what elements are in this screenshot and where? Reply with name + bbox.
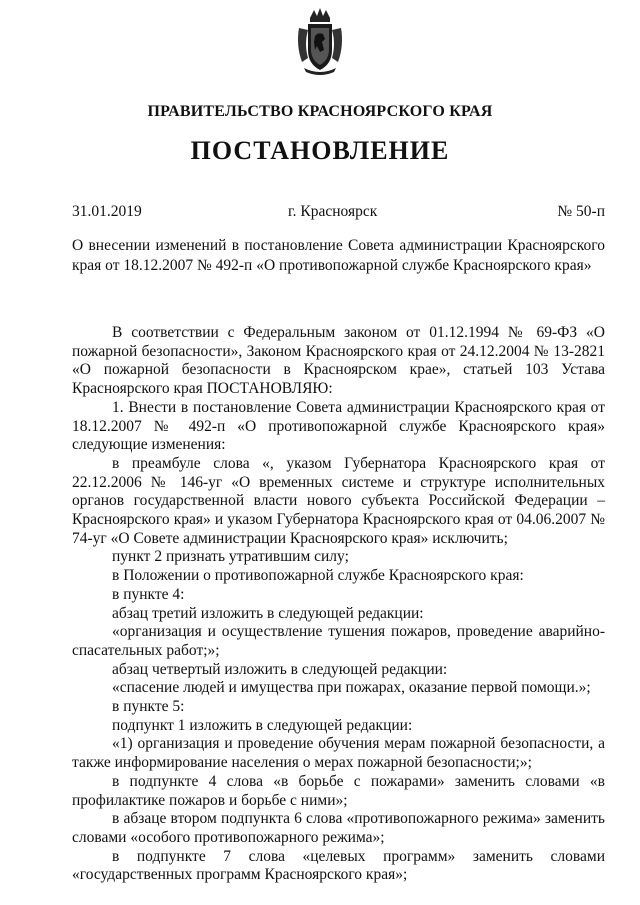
paragraph: в подпункте 4 слова «в борьбе с пожарами» заменить словами «в профилактике пожаров и борьбе с ними»; [72, 772, 605, 809]
paragraph: 1. Внести в постановление Совета администрации Красноярского края от 18.12.2007 № 492-п «О противопожарной службе Красноярского края» следующие изменения: [72, 398, 605, 454]
paragraph: в пункте 5: [112, 698, 185, 716]
paragraph: в абзаце втором подпункта 6 слова «противопожарного режима» заменить словами «особого противопожарного режима»; [72, 810, 605, 846]
paragraph: «1) организация и проведение обучения мерам пожарной безопасности, а также информирование населения о мерах пожарной безопасности;»; [72, 735, 605, 772]
paragraph: «спасение людей и имущества при пожарах, оказание первой помощи.»; [112, 679, 591, 697]
document-city: г. Красноярск [288, 203, 378, 220]
document-type-title: ПОСТАНОВЛЕНИЕ [190, 136, 450, 165]
paragraph: «организация и осуществление тушения пожаров, проведение аварийно-спасательных работ;»; [72, 623, 605, 659]
document-subject: О внесении изменений в постановление Совета администрации Красноярского края от 18.12.2007 № 492-п «О противопожарной службе Красноярского края» [72, 237, 605, 274]
paragraph: в Положении о противопожарной службе Красноярского края: [112, 567, 524, 585]
paragraph: подпункт 1 изложить в следующей редакции: [112, 716, 413, 734]
paragraph: в подпункте 7 слова «целевых программ» заменить словами «государственных программ Красноярского края»; [72, 847, 605, 884]
document-date: 31.01.2019 [72, 203, 142, 220]
document-number: № 50-п [557, 203, 605, 220]
paragraph: В соответствии с Федеральным законом от 01.12.1994 № 69-ФЗ «О пожарной безопасности», Законом Красноярского края от 24.12.2004 № 13-2821 «О пожарной безопасности в Красноярском крае», статьей 103 Устава Красноярского края ПОСТАНОВЛЯЮ: [72, 324, 605, 398]
paragraph: в преамбуле слова «, указом Губернатора Красноярского края от 22.12.2006 № 146-уг «О временных системе и структуре исполнительных органов государственной власти нового субъекта Российской Федерации – Красноярского края» и указом Губернатора Красноярского края от 04.06.2007 № 74-уг «О Совете администрации Красноярского края» исключить; [72, 454, 605, 547]
paragraph: абзац четвертый изложить в следующей редакции: [112, 660, 448, 678]
paragraph: в пункте 4: [112, 585, 185, 603]
document-body [72, 324, 605, 885]
government-title: ПРАВИТЕЛЬСТВО КРАСНОЯРСКОГО КРАЯ [147, 103, 493, 120]
coat-of-arms-icon [296, 6, 344, 76]
paragraph: абзац третий изложить в следующей редакции: [112, 604, 424, 622]
paragraph: пункт 2 признать утратившим силу; [112, 548, 349, 566]
